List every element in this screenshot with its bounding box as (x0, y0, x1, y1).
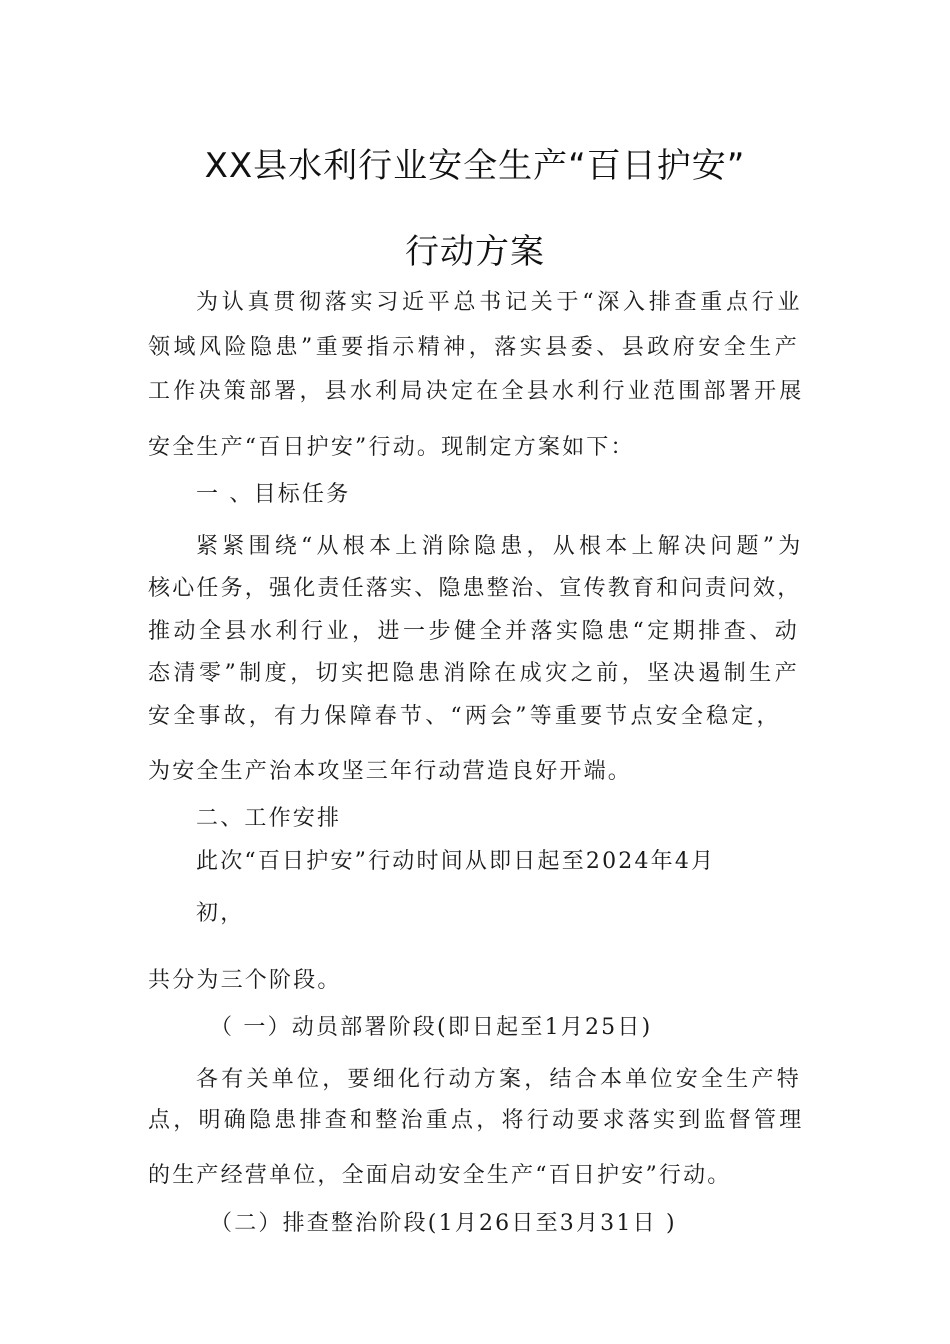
phase-1-line-2: 点，明确隐患排查和整治重点，将行动要求落实到监督管理 (148, 1108, 805, 1133)
intro-line-2: 领域风险隐患”重要指示精神，落实县委、县政府安全生产 (148, 335, 801, 360)
section-1-line-4: 态清零”制度，切实把隐患消除在成灾之前，坚决遏制生产 (148, 661, 801, 686)
document-title-line-1: XX县水利行业安全生产“百日护安” (204, 146, 746, 186)
phase-1-line-3: 的生产经营单位，全面启动安全生产“百日护安”行动。 (148, 1163, 732, 1188)
section-2-heading: 二、工作安排 (196, 806, 342, 831)
section-2-line-1: 此次“百日护安”行动时间从即日起至2024年4月 (196, 849, 716, 874)
intro-line-4: 安全生产“百日护安”行动。现制定方案如下： (148, 435, 635, 460)
section-1-line-1: 紧紧围绕“从根本上消除隐患，从根本上解决问题”为 (196, 534, 805, 559)
section-1-line-5: 安全事故，有力保障春节、“两会”等重要节点安全稳定， (148, 704, 782, 729)
section-1-heading: 一 、目标任务 (196, 482, 351, 507)
intro-line-3: 工作决策部署，县水利局决定在全县水利行业范围部署开展 (148, 379, 805, 404)
intro-line-1: 为认真贯彻落实习近平总书记关于“深入排查重点行业 (196, 290, 804, 315)
section-1-line-3: 推动全县水利行业，进一步健全并落实隐患“定期排查、动 (148, 619, 801, 644)
document-title-line-2: 行动方案 (405, 232, 545, 272)
section-2-line-2: 初， (196, 901, 245, 926)
phase-2-heading: （二）排查整治阶段(1月26日至3月31日 ) (210, 1211, 677, 1236)
section-2-line-3: 共分为三个阶段。 (148, 968, 342, 993)
section-1-line-6: 为安全生产治本攻坚三年行动营造良好开端。 (148, 759, 633, 784)
phase-1-heading: （ 一）动员部署阶段(即日起至1月25日) (210, 1015, 653, 1040)
phase-1-line-1: 各有关单位，要细化行动方案，结合本单位安全生产特 (196, 1067, 803, 1092)
section-1-line-2: 核心任务，强化责任落实、隐患整治、宣传教育和问责问效， (148, 576, 802, 601)
